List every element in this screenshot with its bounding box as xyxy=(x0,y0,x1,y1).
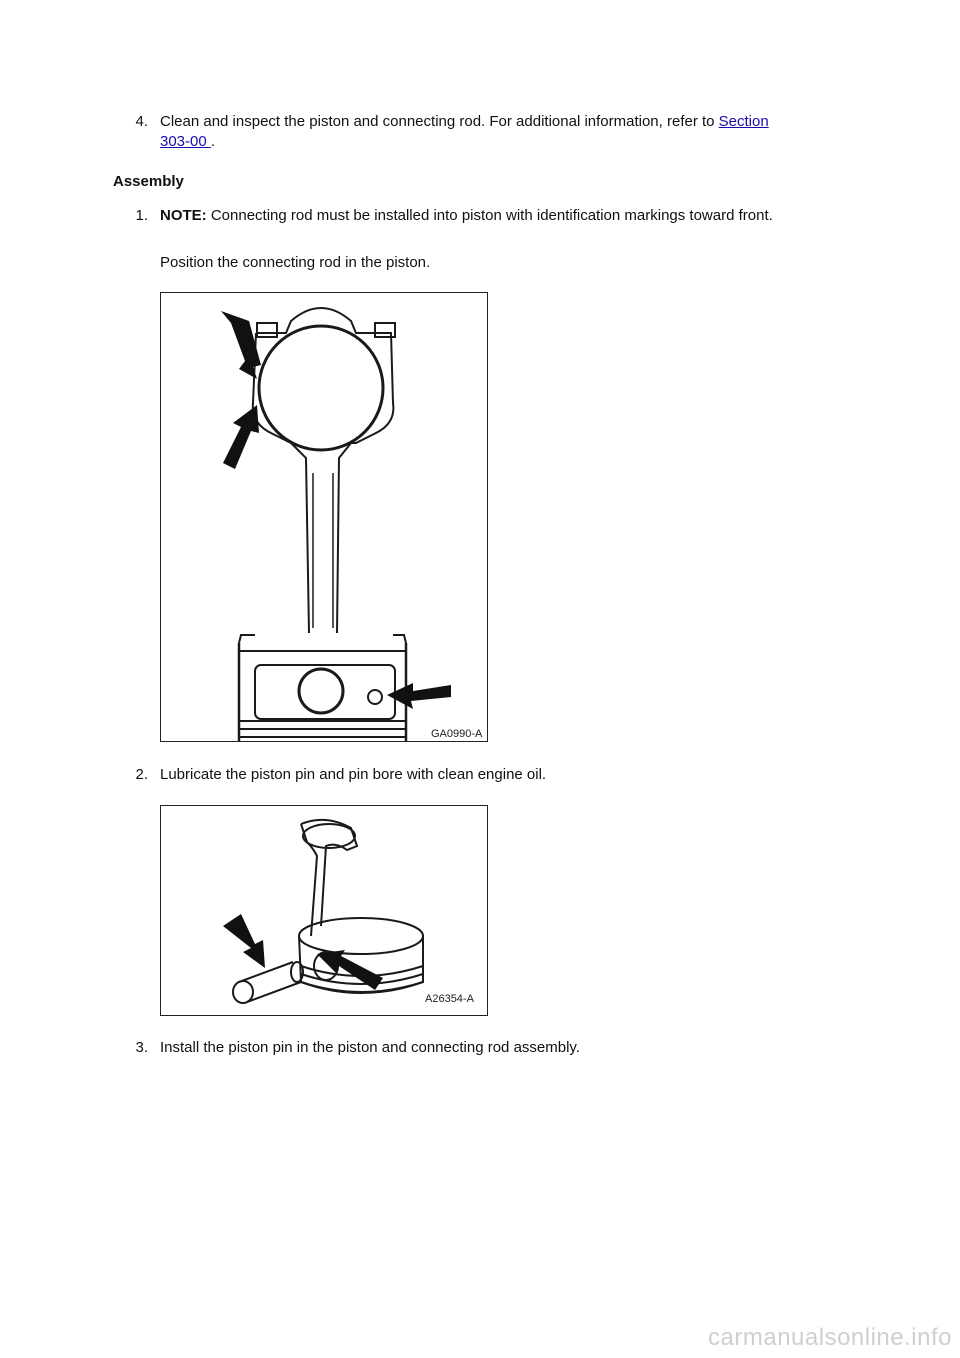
step-4-tail: . xyxy=(210,133,216,150)
step-1-text: Position the connecting rod in the piston. xyxy=(160,254,431,271)
step-3-number: 3. xyxy=(135,1039,148,1056)
step-1-number: 1. xyxy=(135,207,148,224)
assembly-heading: Assembly xyxy=(113,173,184,190)
section-link[interactable]: Section 303-00 xyxy=(160,113,769,150)
figure-2-code: A26354-A xyxy=(425,993,474,1005)
piston-pin-illustration xyxy=(161,806,487,1015)
connecting-rod-illustration xyxy=(161,293,487,741)
step-3-text: Install the piston pin in the piston and connecting rod assembly. xyxy=(160,1039,580,1056)
note-label: NOTE: xyxy=(160,207,207,224)
note-text: Connecting rod must be installed into piston with identification markings toward front. xyxy=(206,207,773,224)
step-1-note xyxy=(160,206,860,226)
connecting-rod-figure xyxy=(160,292,488,742)
figure-1-code: GA0990-A xyxy=(431,728,483,740)
step-2-number: 2. xyxy=(135,766,148,783)
step-4-text xyxy=(160,112,840,152)
site-watermark: carmanualsonline.info xyxy=(708,1324,952,1351)
piston-pin-figure xyxy=(160,805,488,1016)
step-2-text: Lubricate the piston pin and pin bore with clean engine oil. xyxy=(160,766,547,783)
step-4-body: Clean and inspect the piston and connecting rod. For additional information, refer to xyxy=(160,113,719,130)
step-4-number: 4. xyxy=(135,113,148,130)
